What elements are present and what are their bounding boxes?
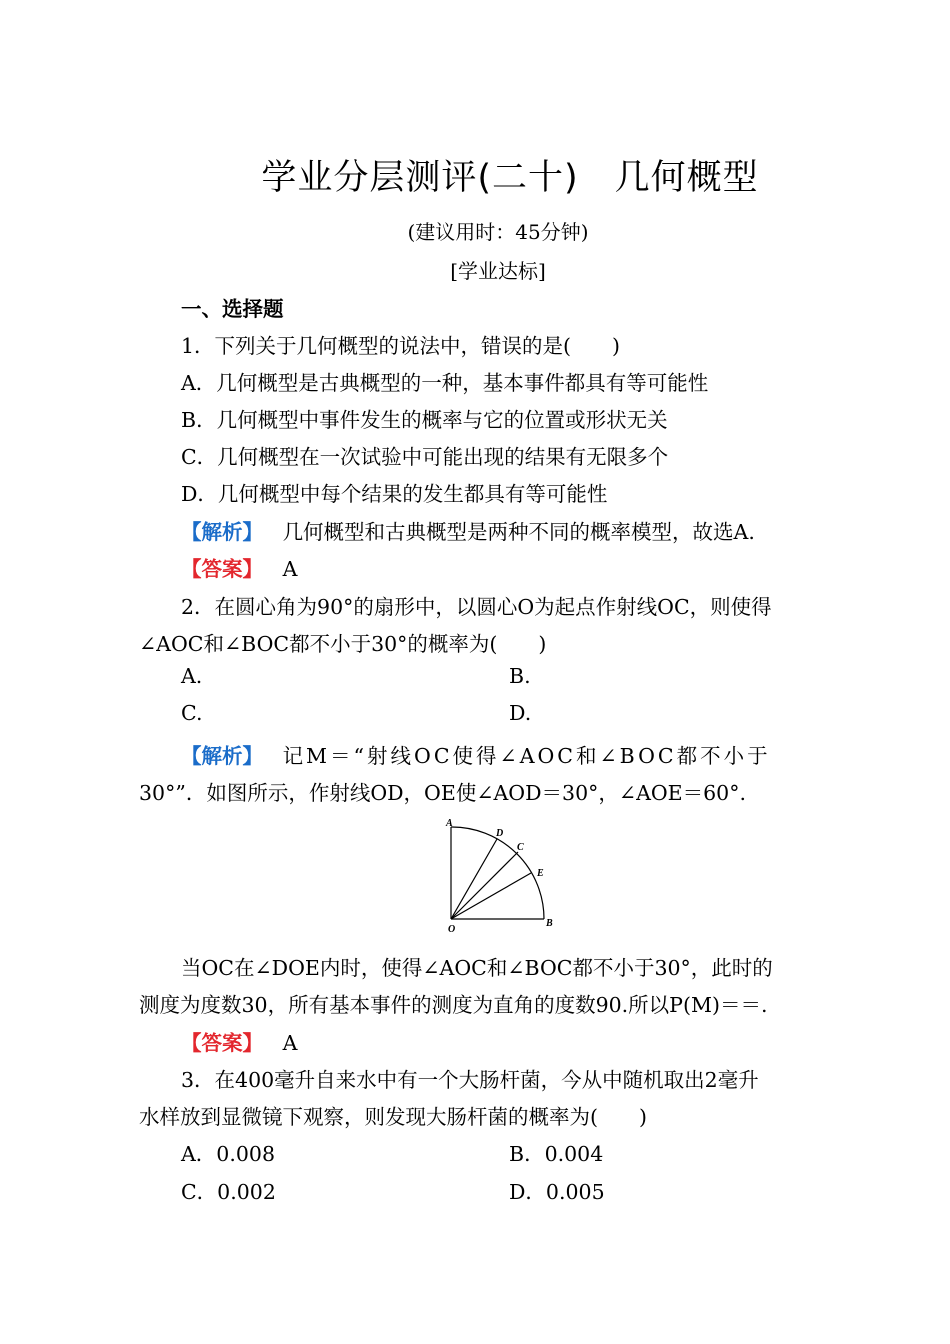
label-C: C bbox=[517, 842, 524, 853]
q2-answer bbox=[181, 1026, 297, 1056]
q2-stem-line2: ∠AOC和∠BOC都不小于30°的概率为( ) bbox=[139, 632, 547, 656]
label-A: A bbox=[446, 818, 453, 829]
q2-after-line2: 测度为度数30，所有基本事件的测度为直角的度数90.所以P(M)＝＝. bbox=[139, 993, 768, 1017]
q1-option-b: B．几何概型中事件发生的概率与它的位置或形状无关 bbox=[181, 408, 668, 432]
label-E: E bbox=[537, 868, 544, 879]
q3-stem-line1: 3．在400毫升自来水中有一个大肠杆菌，今从中随机取出2毫升 bbox=[181, 1068, 759, 1092]
q2-option-d: D. bbox=[509, 701, 532, 725]
level-tag: [学业达标] bbox=[450, 259, 546, 283]
q2-stem-line1: 2．在圆心角为90°的扇形中，以圆心O为起点作射线OC，则使得 bbox=[181, 595, 772, 619]
analysis-text: 几何概型和古典概型是两种不同的概率模型，故选A. bbox=[282, 520, 755, 544]
q1-analysis bbox=[181, 515, 755, 545]
analysis-label: 【解析】 bbox=[181, 744, 263, 768]
q1-option-d: D．几何概型中每个结果的发生都具有等可能性 bbox=[181, 482, 608, 506]
section-heading: 一、选择题 bbox=[181, 297, 284, 321]
answer-label: 【答案】 bbox=[181, 557, 263, 581]
q3-option-d: D．0.005 bbox=[509, 1180, 605, 1204]
answer-label: 【答案】 bbox=[181, 1031, 263, 1055]
suggested-time: (建议用时：45分钟) bbox=[407, 220, 589, 244]
q1-stem: 1．下列关于几何概型的说法中，错误的是( ) bbox=[181, 334, 621, 358]
q1-answer bbox=[181, 552, 297, 582]
page-title: 学业分层测评(二十) 几何概型 bbox=[261, 158, 759, 198]
answer-text: A bbox=[282, 1031, 298, 1055]
q2-option-b: B. bbox=[509, 664, 531, 688]
q2-after-line1: 当OC在∠DOE内时，使得∠AOC和∠BOC都不小于30°，此时的 bbox=[181, 956, 773, 980]
label-B: B bbox=[546, 918, 553, 929]
q1-option-a: A．几何概型是古典概型的一种，基本事件都具有等可能性 bbox=[181, 371, 709, 395]
q3-option-b: B．0.004 bbox=[509, 1142, 604, 1166]
answer-text: A bbox=[282, 557, 298, 581]
q2-option-a: A. bbox=[181, 664, 203, 688]
sector-figure bbox=[440, 815, 560, 935]
analysis-text: 记M＝“射线OC使得∠AOC和∠BOC都不小于 bbox=[282, 744, 771, 768]
q3-stem-line2: 水样放到显微镜下观察，则发现大肠杆菌的概率为( ) bbox=[139, 1105, 647, 1129]
q1-option-c: C．几何概型在一次试验中可能出现的结果有无限多个 bbox=[181, 445, 669, 469]
q3-option-c: C．0.002 bbox=[181, 1180, 276, 1204]
q3-option-a: A．0.008 bbox=[181, 1142, 275, 1166]
analysis-label: 【解析】 bbox=[181, 520, 263, 544]
q2-analysis-line1 bbox=[181, 739, 771, 769]
q2-analysis-line2: 30°”．如图所示，作射线OD，OE使∠AOD＝30°，∠AOE＝60°. bbox=[139, 781, 746, 805]
label-D: D bbox=[496, 828, 504, 839]
q2-option-c: C. bbox=[181, 701, 203, 725]
label-O: O bbox=[448, 924, 456, 935]
